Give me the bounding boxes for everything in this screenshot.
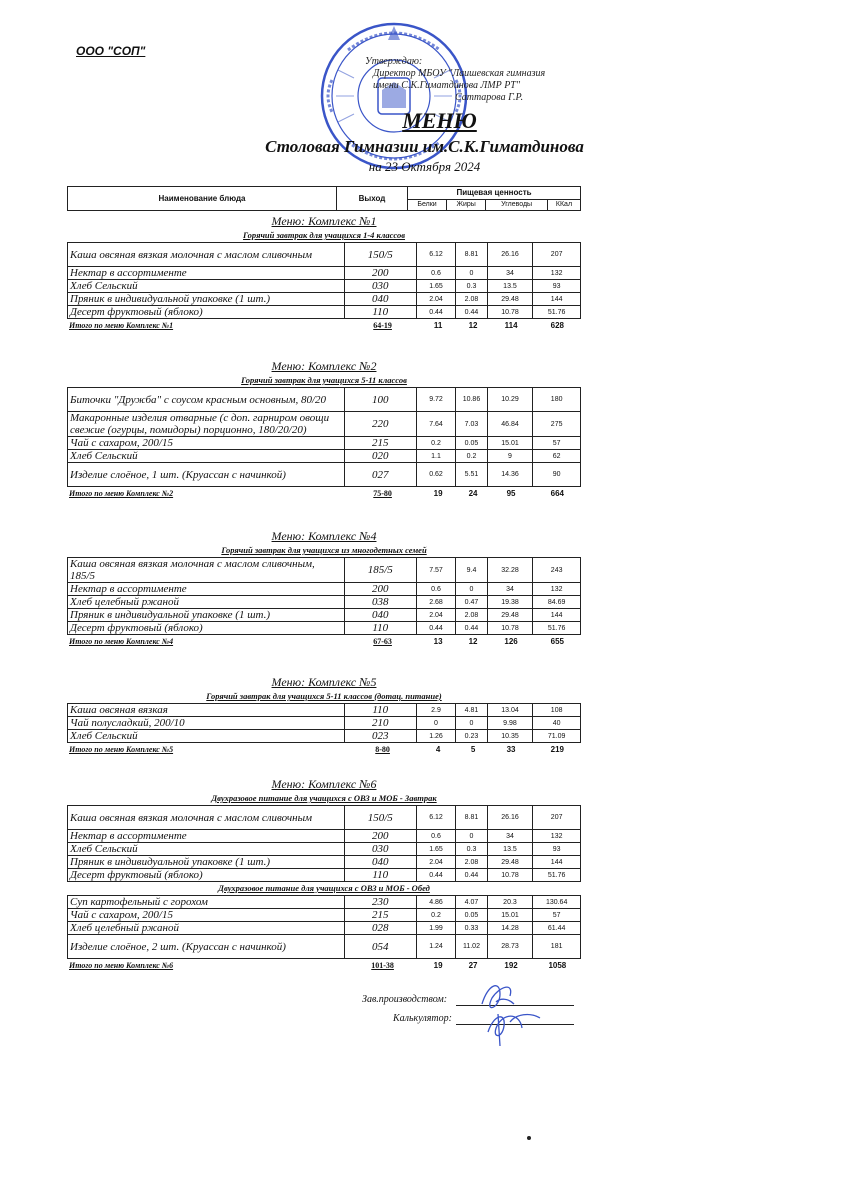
table-row [68,909,581,922]
kcal-value: 180 [533,388,581,412]
kcal-value: 51.76 [533,869,581,882]
section-title: Меню: Комплекс №2 [271,359,377,373]
header-output: Выход [337,187,408,211]
carbs-value: 10.78 [487,622,533,635]
dish-output: 215 [344,437,416,450]
items-table [67,895,581,959]
approval-line: Директор МБОУ "Лаишевская гимназия [373,68,546,79]
fat-value: 8.81 [456,243,487,267]
dish-name: Хлеб целебный ржаной [68,596,345,609]
dish-output: 150/5 [344,243,416,267]
kcal-value: 40 [533,717,581,730]
total-row [67,743,581,755]
kcal-value: 62 [533,450,581,463]
kcal-value: 181 [533,935,581,959]
table-row [68,609,581,622]
fat-value: 9.4 [456,558,487,583]
fat-value: 0 [456,830,487,843]
table-row [68,717,581,730]
fat-value: 0.2 [456,450,487,463]
carbs-value: 29.48 [487,293,533,306]
fat-value: 2.08 [456,293,487,306]
carbs-value: 10.29 [487,388,533,412]
fat-value: 0.44 [456,622,487,635]
menu-section [67,528,581,647]
table-row [68,463,581,487]
kcal-value: 93 [533,843,581,856]
total-row [67,635,581,647]
fat-value: 0 [456,717,487,730]
table-row [68,267,581,280]
fat-value: 10.86 [456,388,487,412]
approval-signer: Саттарова Г.Р. [455,92,524,103]
group-subtitle: Двухразовое питание для учащихся с ОВЗ и МОБ - Завтрак [211,793,437,803]
carbs-value: 34 [487,830,533,843]
menu-section [67,213,581,331]
group-subtitle: Двухразовое питание для учащихся с ОВЗ и МОБ - Обед [218,883,430,893]
dish-name: Изделие слоёное, 1 шт. (Круассан с начинкой) [68,463,345,487]
table-row [68,583,581,596]
protein-value: 1.26 [416,730,456,743]
dish-name: Хлеб Сельский [68,730,345,743]
protein-value: 0.2 [416,909,456,922]
dish-name: Пряник в индивидуальной упаковке (1 шт.) [68,293,345,306]
total-protein: 13 [433,636,443,646]
dish-name: Хлеб Сельский [68,280,345,293]
dish-output: 110 [344,306,416,319]
protein-value: 0.6 [416,267,456,280]
total-price: 64-19 [373,320,392,330]
protein-value: 2.04 [416,609,456,622]
table-row [68,704,581,717]
total-label: Итого по меню Комплекс №6 [69,960,174,970]
total-label: Итого по меню Комплекс №5 [69,744,174,754]
dish-output: 030 [344,280,416,293]
total-carbs: 33 [506,744,516,754]
kcal-value: 243 [533,558,581,583]
carbs-value: 10.78 [487,869,533,882]
kcal-value: 51.76 [533,306,581,319]
total-protein: 19 [433,488,443,498]
dish-output: 150/5 [344,806,416,830]
fat-value: 0.3 [456,843,487,856]
kcal-value: 132 [533,583,581,596]
dish-name: Каша овсяная вязкая молочная с маслом сливочным [68,243,345,267]
kcal-value: 132 [533,830,581,843]
kcal-value: 130.64 [533,896,581,909]
total-kcal: 664 [550,488,565,498]
carbs-value: 9 [487,450,533,463]
dish-name: Пряник в индивидуальной упаковке (1 шт.) [68,856,345,869]
total-carbs: 192 [504,960,518,970]
fat-value: 11.02 [456,935,487,959]
dish-name: Десерт фруктовый (яблоко) [68,306,345,319]
fat-value: 2.08 [456,609,487,622]
fat-value: 4.07 [456,896,487,909]
protein-value: 0 [416,717,456,730]
total-label: Итого по меню Комплекс №4 [69,636,174,646]
total-protein: 4 [435,744,441,754]
table-row [68,596,581,609]
table-row [68,830,581,843]
kcal-value: 71.09 [533,730,581,743]
total-protein: 11 [433,320,443,330]
kcal-value: 108 [533,704,581,717]
page-title: МЕНЮ [402,108,477,133]
table-row [68,293,581,306]
header-name: Наименование блюда [68,187,337,211]
dish-name: Суп картофельный с горохом [68,896,345,909]
table-row [68,730,581,743]
dish-output: 040 [344,609,416,622]
kcal-value: 207 [533,243,581,267]
group-subtitle: Горячий завтрак для учащихся 5-11 классов (дотац. питание) [206,691,442,701]
production-manager-label: Зав.производством: [362,994,448,1005]
table-row [68,922,581,935]
dish-name: Изделие слоёное, 2 шт. (Круассан с начинкой) [68,935,345,959]
protein-value: 7.64 [416,412,456,437]
total-price: 75-80 [373,488,392,498]
dish-name: Макаронные изделия отварные (с доп. гарниром овощи свежие (огурцы, помидоры) порционно, 180/20/20) [68,412,345,437]
dish-output: 020 [344,450,416,463]
protein-value: 6.12 [416,806,456,830]
carbs-value: 29.48 [487,609,533,622]
dish-name: Десерт фруктовый (яблоко) [68,869,345,882]
total-label: Итого по меню Комплекс №1 [69,320,174,330]
carbs-value: 32.28 [487,558,533,583]
fat-value: 0.47 [456,596,487,609]
carbs-value: 10.35 [487,730,533,743]
fat-value: 0.05 [456,437,487,450]
kcal-value: 57 [533,437,581,450]
menu-section [67,674,581,755]
table-row [68,412,581,437]
carbs-value: 13.5 [487,280,533,293]
kcal-value: 51.76 [533,622,581,635]
protein-value: 2.04 [416,856,456,869]
total-kcal: 655 [550,636,565,646]
carbs-value: 10.78 [487,306,533,319]
section-title: Меню: Комплекс №4 [271,529,377,543]
items-table [67,242,581,319]
total-row [67,319,581,331]
fat-value: 4.81 [456,704,487,717]
approval-block [365,56,545,104]
kcal-value: 275 [533,412,581,437]
dish-name: Пряник в индивидуальной упаковке (1 шт.) [68,609,345,622]
table-row [68,843,581,856]
fat-value: 0.33 [456,922,487,935]
dish-output: 200 [344,583,416,596]
items-table [67,387,581,487]
protein-value: 2.04 [416,293,456,306]
dish-name: Чай полусладкий, 200/10 [68,717,345,730]
protein-value: 2.68 [416,596,456,609]
header-col: Жиры [447,199,486,210]
total-price: 101-38 [371,960,394,970]
carbs-value: 26.16 [487,806,533,830]
dish-output: 023 [344,730,416,743]
dish-output: 185/5 [344,558,416,583]
fat-value: 0.3 [456,280,487,293]
dish-name: Каша овсяная вязкая молочная с маслом сливочным, 185/5 [68,558,345,583]
section-title: Меню: Комплекс №6 [271,777,377,791]
carbs-value: 13.04 [487,704,533,717]
dish-name: Чай с сахаром, 200/15 [68,437,345,450]
table-row [68,622,581,635]
menu-section [67,776,581,971]
total-kcal: 1058 [548,960,567,970]
protein-value: 7.57 [416,558,456,583]
dish-output: 220 [344,412,416,437]
protein-value: 0.44 [416,306,456,319]
fat-value: 0.05 [456,909,487,922]
dish-name: Хлеб Сельский [68,843,345,856]
calculator-label: Калькулятор: [393,1013,452,1024]
dish-name: Хлеб Сельский [68,450,345,463]
fat-value: 8.81 [456,806,487,830]
dish-output: 200 [344,830,416,843]
kcal-value: 144 [533,609,581,622]
table-row [68,856,581,869]
total-protein: 19 [433,960,443,970]
fat-value: 0.44 [456,306,487,319]
protein-value: 0.6 [416,830,456,843]
total-fat: 5 [470,744,476,754]
table-row [68,558,581,583]
dish-output: 100 [344,388,416,412]
section-title: Меню: Комплекс №1 [271,214,377,228]
fat-value: 0.23 [456,730,487,743]
table-header [67,186,581,211]
kcal-value: 57 [533,909,581,922]
kcal-value: 90 [533,463,581,487]
protein-value: 6.12 [416,243,456,267]
table-row [68,388,581,412]
kcal-value: 93 [533,280,581,293]
protein-value: 1.65 [416,843,456,856]
kcal-value: 84.69 [533,596,581,609]
dish-name: Биточки "Дружба" с соусом красным основным, 80/20 [68,388,345,412]
carbs-value: 20.3 [487,896,533,909]
total-fat: 24 [468,488,478,498]
scan-speck [527,1136,531,1140]
dish-output: 110 [344,869,416,882]
carbs-value: 14.36 [487,463,533,487]
total-kcal: 628 [550,320,565,330]
items-table [67,703,581,743]
group-subtitle: Горячий завтрак для учащихся 1-4 классов [242,230,406,240]
carbs-value: 29.48 [487,856,533,869]
header-col: Углеводы [486,199,548,210]
protein-value: 9.72 [416,388,456,412]
approval-line: Утверждаю: [365,56,423,67]
dish-name: Нектар в ассортименте [68,830,345,843]
protein-value: 2.9 [416,704,456,717]
protein-value: 0.2 [416,437,456,450]
total-carbs: 126 [504,636,518,646]
dish-output: 215 [344,909,416,922]
items-table [67,805,581,882]
organization-name: ООО "СОП" [76,44,146,58]
total-carbs: 95 [506,488,516,498]
protein-value: 1.24 [416,935,456,959]
table-row [68,896,581,909]
carbs-value: 26.16 [487,243,533,267]
total-price: 67-63 [373,636,392,646]
carbs-value: 13.5 [487,843,533,856]
dish-output: 110 [344,704,416,717]
protein-value: 1.1 [416,450,456,463]
total-price: 8-80 [375,744,390,754]
table-row [68,806,581,830]
approval-line: имени С.К.Гиматдинова ЛМР РТ" [373,80,521,91]
dish-name: Чай с сахаром, 200/15 [68,909,345,922]
carbs-value: 19.38 [487,596,533,609]
table-row [68,437,581,450]
carbs-value: 15.01 [487,437,533,450]
protein-value: 4.86 [416,896,456,909]
group-subtitle: Горячий завтрак для учащихся 5-11 классов [241,375,407,385]
kcal-value: 61.44 [533,922,581,935]
table-row [68,306,581,319]
total-row [67,487,581,499]
protein-value: 1.99 [416,922,456,935]
dish-name: Нектар в ассортименте [68,583,345,596]
dish-name: Хлеб целебный ржаной [68,922,345,935]
total-fat: 12 [468,320,478,330]
dish-output: 054 [344,935,416,959]
menu-date: на 23 Октября 2024 [368,159,481,174]
carbs-value: 28.73 [487,935,533,959]
carbs-value: 9.98 [487,717,533,730]
total-kcal: 219 [550,744,565,754]
table-row [68,280,581,293]
table-row [68,869,581,882]
kcal-value: 144 [533,293,581,306]
items-table [67,557,581,635]
total-fat: 27 [468,960,478,970]
table-row [68,243,581,267]
fat-value: 5.51 [456,463,487,487]
fat-value: 0 [456,267,487,280]
carbs-value: 34 [487,267,533,280]
protein-value: 0.44 [416,622,456,635]
fat-value: 0.44 [456,869,487,882]
protein-value: 1.65 [416,280,456,293]
total-label: Итого по меню Комплекс №2 [69,488,174,498]
header-nutrition: Пищевая ценность [408,187,581,200]
dish-output: 210 [344,717,416,730]
dish-output: 200 [344,267,416,280]
carbs-value: 46.84 [487,412,533,437]
table-row [68,935,581,959]
dish-name: Десерт фруктовый (яблоко) [68,622,345,635]
carbs-value: 15.01 [487,909,533,922]
menu-section [67,358,581,499]
total-fat: 12 [468,636,478,646]
fat-value: 7.03 [456,412,487,437]
kcal-value: 207 [533,806,581,830]
page-subtitle: Столовая Гимназии им.С.К.Гиматдинова [265,137,584,156]
total-row [67,959,581,971]
dish-output: 027 [344,463,416,487]
dish-name: Каша овсяная вязкая [68,704,345,717]
dish-output: 040 [344,856,416,869]
table-row [68,450,581,463]
dish-output: 030 [344,843,416,856]
dish-output: 038 [344,596,416,609]
dish-output: 230 [344,896,416,909]
carbs-value: 34 [487,583,533,596]
dish-name: Каша овсяная вязкая молочная с маслом сливочным [68,806,345,830]
dish-name: Нектар в ассортименте [68,267,345,280]
kcal-value: 144 [533,856,581,869]
carbs-value: 14.28 [487,922,533,935]
header-col: Белки [408,199,447,210]
protein-value: 0.62 [416,463,456,487]
kcal-value: 132 [533,267,581,280]
fat-value: 2.08 [456,856,487,869]
group-subtitle: Горячий завтрак для учащихся из многодетных семей [221,545,427,555]
protein-value: 0.44 [416,869,456,882]
dish-output: 028 [344,922,416,935]
protein-value: 0.6 [416,583,456,596]
handwritten-signature [470,974,550,1049]
section-title: Меню: Комплекс №5 [271,675,377,689]
dish-output: 040 [344,293,416,306]
header-col: ККал [547,199,580,210]
fat-value: 0 [456,583,487,596]
total-carbs: 114 [504,320,518,330]
dish-output: 110 [344,622,416,635]
